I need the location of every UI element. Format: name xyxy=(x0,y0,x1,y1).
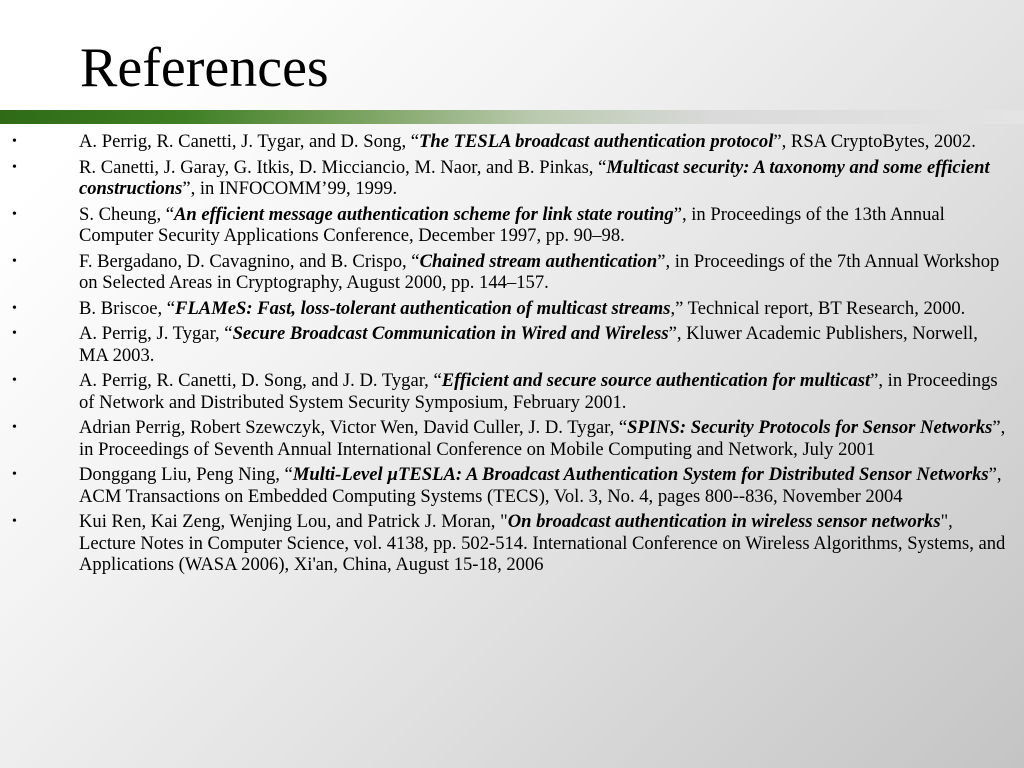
reference-authors: A. Perrig, R. Canetti, D. Song, and J. D. Tygar, “ xyxy=(79,370,442,391)
reference-text xyxy=(79,157,990,200)
reference-item xyxy=(0,204,1010,247)
reference-title: SPINS: Security Protocols for Sensor Networks xyxy=(627,417,993,438)
bullet-icon: • xyxy=(12,159,17,175)
reference-authors: Kui Ren, Kai Zeng, Wenjing Lou, and Patrick J. Moran, " xyxy=(79,511,508,532)
reference-source: ”, in Proceedings of Network and Distributed System Security Symposium, February 2001. xyxy=(79,370,998,413)
reference-authors: Donggang Liu, Peng Ning, “ xyxy=(79,464,293,485)
reference-title: Multi-Level µTESLA: A Broadcast Authentication System for Distributed Sensor Networks xyxy=(292,464,989,485)
bullet-icon: • xyxy=(12,467,17,482)
bullet-icon: • xyxy=(12,300,17,316)
reference-list xyxy=(0,131,1010,580)
reference-authors: A. Perrig, R. Canetti, J. Tygar, and D. Song, “ xyxy=(79,131,420,152)
reference-item xyxy=(0,131,1010,153)
reference-source: ”, in Proceedings of the 13th Annual Computer Security Applications Conference, December 1997, pp. 90–98. xyxy=(79,203,945,246)
bullet-icon: • xyxy=(12,253,17,269)
reference-title: FLAMeS: Fast, loss-tolerant authentication of multicast streams xyxy=(175,297,671,319)
reference-text xyxy=(79,370,998,413)
reference-item xyxy=(0,464,1010,507)
reference-source: ”, Kluwer Academic Publishers, Norwell, MA 2003. xyxy=(79,323,978,366)
reference-text xyxy=(79,298,965,319)
reference-source: ”, ACM Transactions on Embedded Computing Systems (TECS), Vol. 3, No. 4, pages 800--836, November 2004 xyxy=(79,464,1002,507)
reference-title: The TESLA broadcast authentication protocol xyxy=(419,131,774,152)
bullet-icon: • xyxy=(12,206,17,222)
reference-item xyxy=(0,323,1010,366)
reference-title: An efficient message authentication scheme for link state routing xyxy=(174,203,674,225)
bullet-icon: • xyxy=(12,373,17,388)
reference-item xyxy=(0,251,1010,294)
reference-authors: S. Cheung, “ xyxy=(79,203,175,225)
reference-authors: A. Perrig, J. Tygar, “ xyxy=(79,323,233,344)
reference-title: Secure Broadcast Communication in Wired and Wireless xyxy=(232,323,669,344)
reference-source: ", Lecture Notes in Computer Science, vol. 4138, pp. 502-514. International Conference on Wireless Algorithms, Systems, and Applications (WASA 2006), Xi'an, China, August 15-18, 2006 xyxy=(79,511,1006,575)
bullet-icon: • xyxy=(12,134,17,149)
reference-item xyxy=(0,298,1010,320)
reference-text xyxy=(79,251,999,294)
reference-title: Chained stream authentication xyxy=(419,250,658,272)
reference-title: Efficient and secure source authentication for multicast xyxy=(441,370,871,391)
reference-source: ”, in Proceedings of Seventh Annual International Conference on Mobile Computing and Network, July 2001 xyxy=(79,417,1006,460)
reference-authors: R. Canetti, J. Garay, G. Itkis, D. Micciancio, M. Naor, and B. Pinkas, “ xyxy=(79,156,607,178)
bullet-icon: • xyxy=(12,326,17,341)
reference-text xyxy=(79,323,978,366)
reference-title: Multicast security: A taxonomy and some efficient constructions xyxy=(79,156,990,199)
title-divider xyxy=(0,110,1024,124)
reference-item xyxy=(0,157,1010,200)
reference-authors: B. Briscoe, “ xyxy=(79,297,176,319)
reference-authors: F. Bergadano, D. Cavagnino, and B. Crispo, “ xyxy=(79,250,420,272)
reference-authors: Adrian Perrig, Robert Szewczyk, Victor Wen, David Culler, J. D. Tygar, “ xyxy=(79,417,628,438)
reference-source: ”, in Proceedings of the 7th Annual Workshop on Selected Areas in Cryptography, August 2000, pp. 144–157. xyxy=(79,250,1000,293)
reference-text xyxy=(79,511,1005,575)
reference-text xyxy=(79,131,976,152)
reference-source: ”, RSA CryptoBytes, 2002. xyxy=(773,131,976,152)
reference-text xyxy=(79,204,945,247)
reference-item xyxy=(0,370,1010,413)
reference-source: ”, in INFOCOMM’99, 1999. xyxy=(182,178,398,199)
reference-item xyxy=(0,417,1010,460)
reference-source: ,” Technical report, BT Research, 2000. xyxy=(670,297,966,319)
reference-item xyxy=(0,511,1010,576)
bullet-icon: • xyxy=(12,514,17,529)
bullet-icon: • xyxy=(12,420,17,435)
reference-text xyxy=(79,464,1002,507)
reference-title: On broadcast authentication in wireless sensor networks xyxy=(507,511,941,532)
slide-title: References xyxy=(80,37,329,99)
reference-text xyxy=(79,417,1005,460)
